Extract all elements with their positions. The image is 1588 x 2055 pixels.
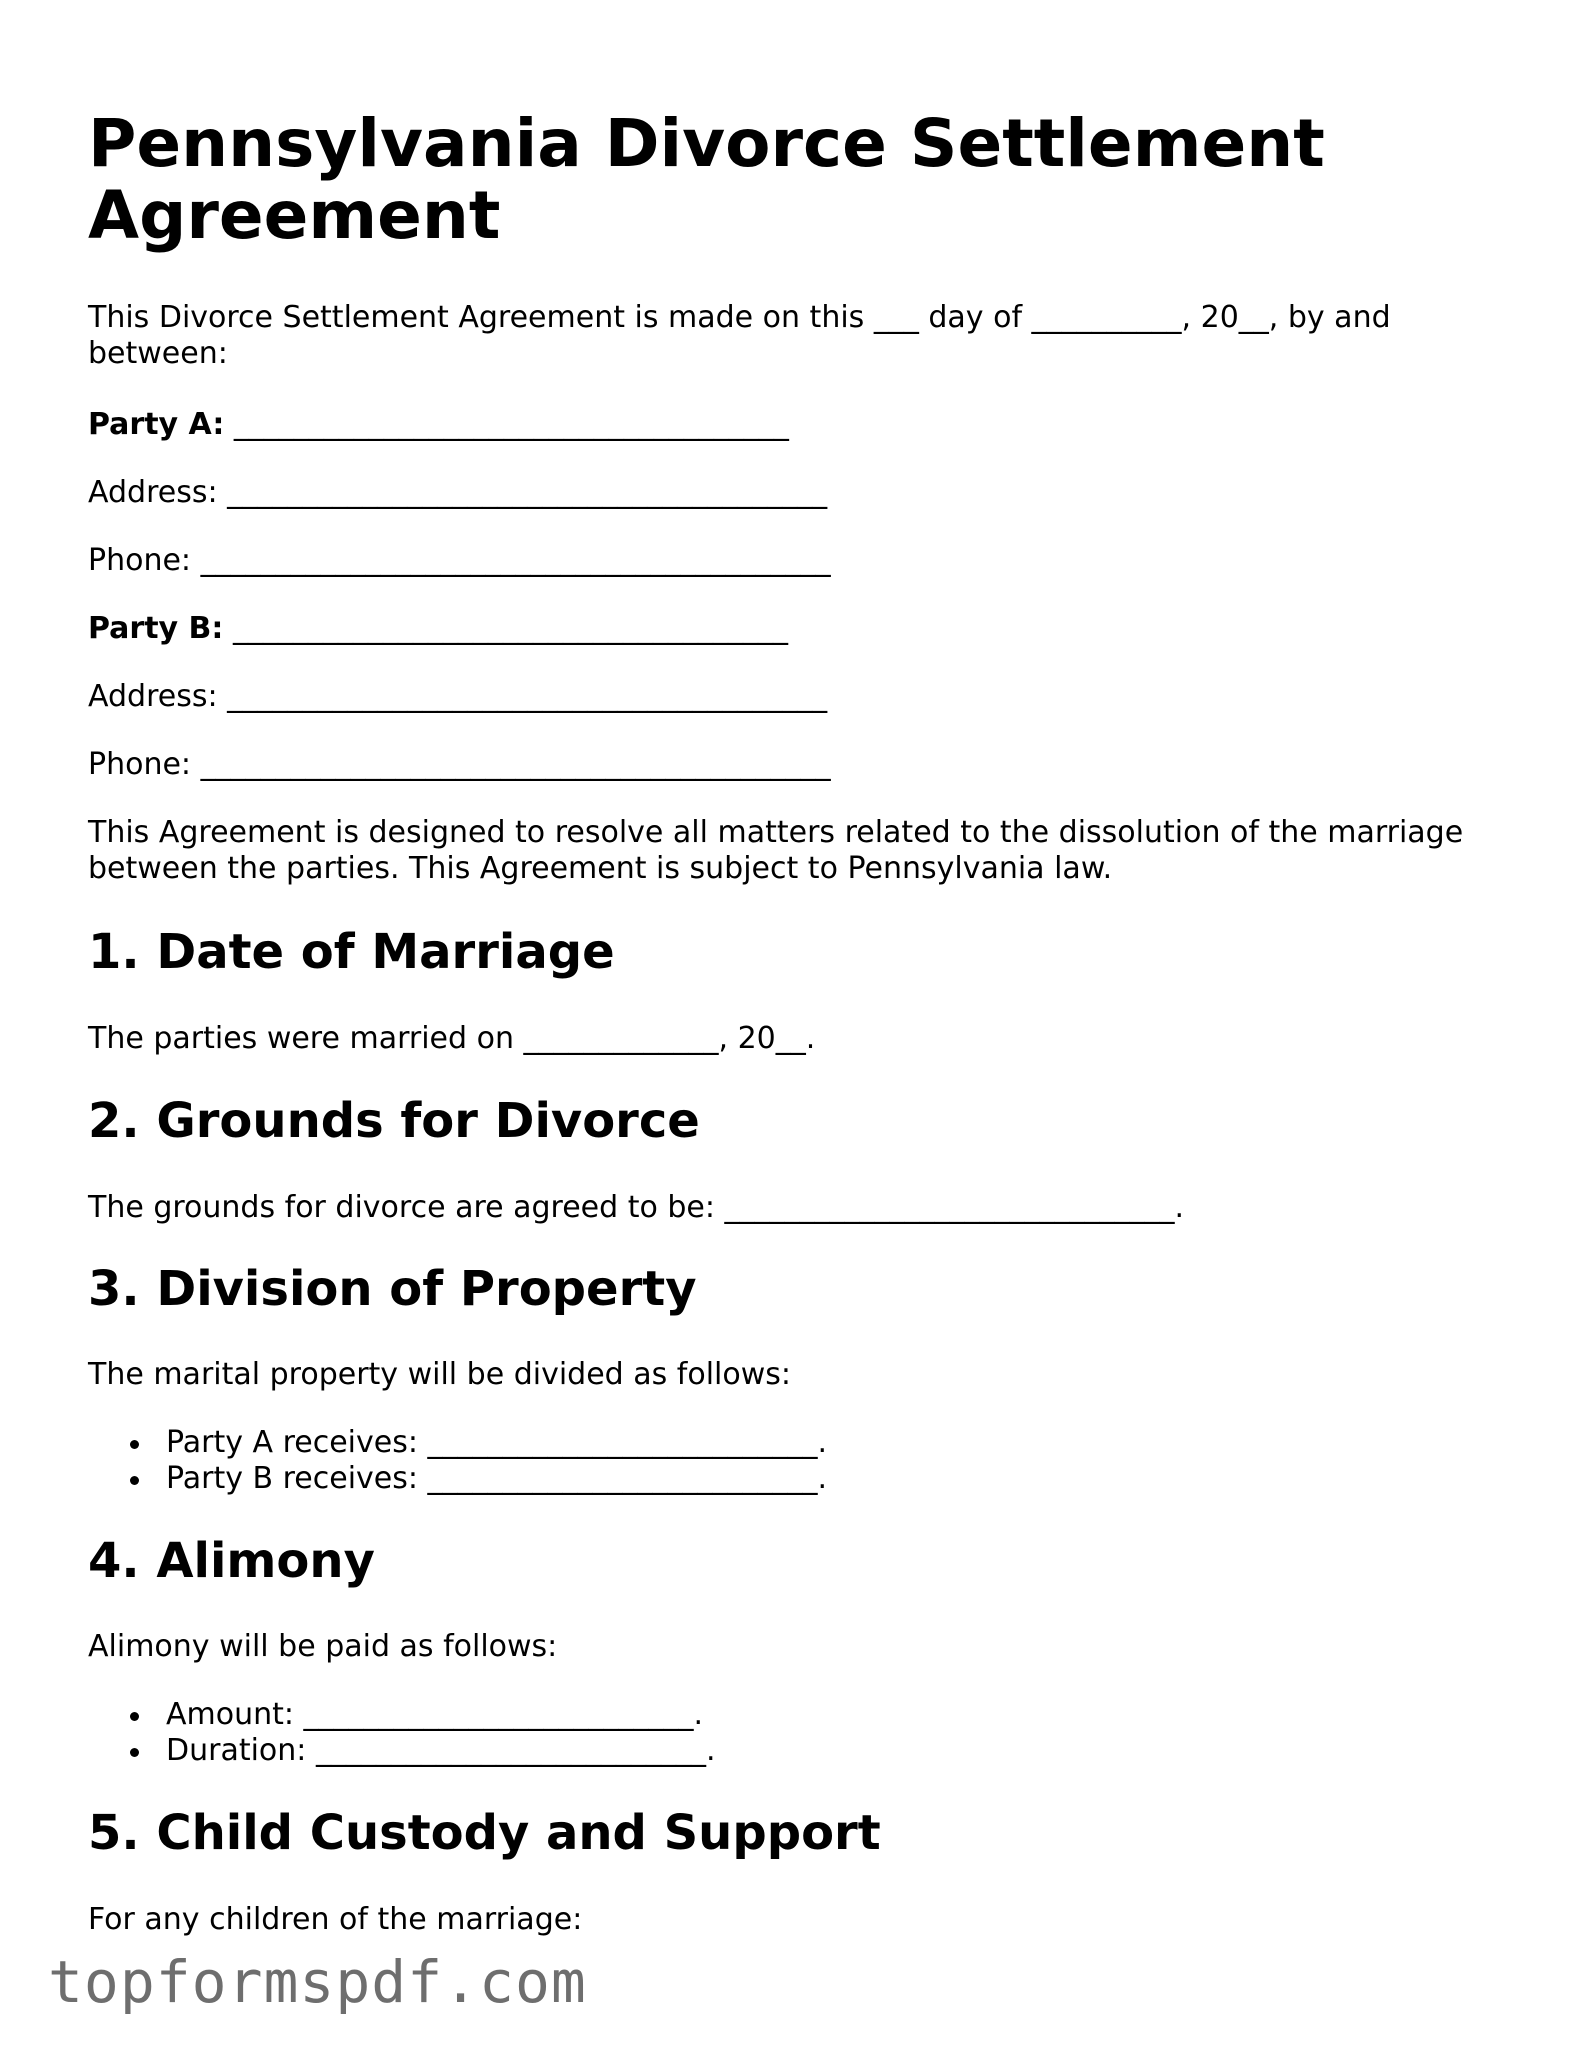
party-a-label: Party A: <box>88 407 225 442</box>
section-heading: 3. Division of Property <box>88 1261 697 1317</box>
section-text: The marital property will be divided as follows: <box>88 1357 792 1392</box>
party-b-phone-field[interactable]: Phone: __________________________________________ <box>88 747 831 782</box>
list-item[interactable] <box>130 1733 715 1769</box>
party-a-receives-field[interactable]: Party A receives: __________________________. <box>166 1425 828 1460</box>
party-a-phone-field[interactable]: Phone: __________________________________________ <box>88 543 831 578</box>
section-heading: 4. Alimony <box>88 1533 375 1589</box>
list-item[interactable] <box>130 1461 827 1497</box>
list-item[interactable] <box>130 1425 827 1461</box>
intro-paragraph: This Divorce Settlement Agreement is made on this ___ day of __________, 20__, by and between: <box>88 300 1391 371</box>
document-title: Pennsylvania Divorce Settlement Agreement <box>88 105 1325 254</box>
section-heading: 1. Date of Marriage <box>88 924 615 980</box>
party-b-name-field[interactable]: _____________________________________ <box>232 611 788 646</box>
party-a-line <box>88 407 789 443</box>
party-a-name-field[interactable]: _____________________________________ <box>233 407 789 442</box>
section-text: Alimony will be paid as follows: <box>88 1629 558 1664</box>
section-text: For any children of the marriage: <box>88 1902 583 1937</box>
grounds-field[interactable]: The grounds for divorce are agreed to be: ______________________________. <box>88 1190 1185 1225</box>
alimony-duration-field[interactable]: Duration: __________________________. <box>166 1733 716 1768</box>
party-b-receives-field[interactable]: Party B receives: __________________________. <box>166 1461 828 1496</box>
alimony-amount-field[interactable]: Amount: __________________________. <box>166 1697 704 1732</box>
party-a-address-field[interactable]: Address: ________________________________________ <box>88 475 828 510</box>
section-heading: 2. Grounds for Divorce <box>88 1093 700 1149</box>
watermark: topformspdf.com <box>48 1948 587 2016</box>
section-heading: 5. Child Custody and Support <box>88 1805 881 1861</box>
marriage-date-field[interactable]: The parties were married on _____________, 20__. <box>88 1021 816 1056</box>
party-b-label: Party B: <box>88 611 224 646</box>
purpose-paragraph: This Agreement is designed to resolve all matters related to the dissolution of the marriage between the parties. This Agreement is subject to Pennsylvania law. <box>88 815 1464 886</box>
party-b-address-field[interactable]: Address: ________________________________________ <box>88 679 828 714</box>
list-item[interactable] <box>130 1697 703 1733</box>
party-b-line <box>88 611 788 647</box>
